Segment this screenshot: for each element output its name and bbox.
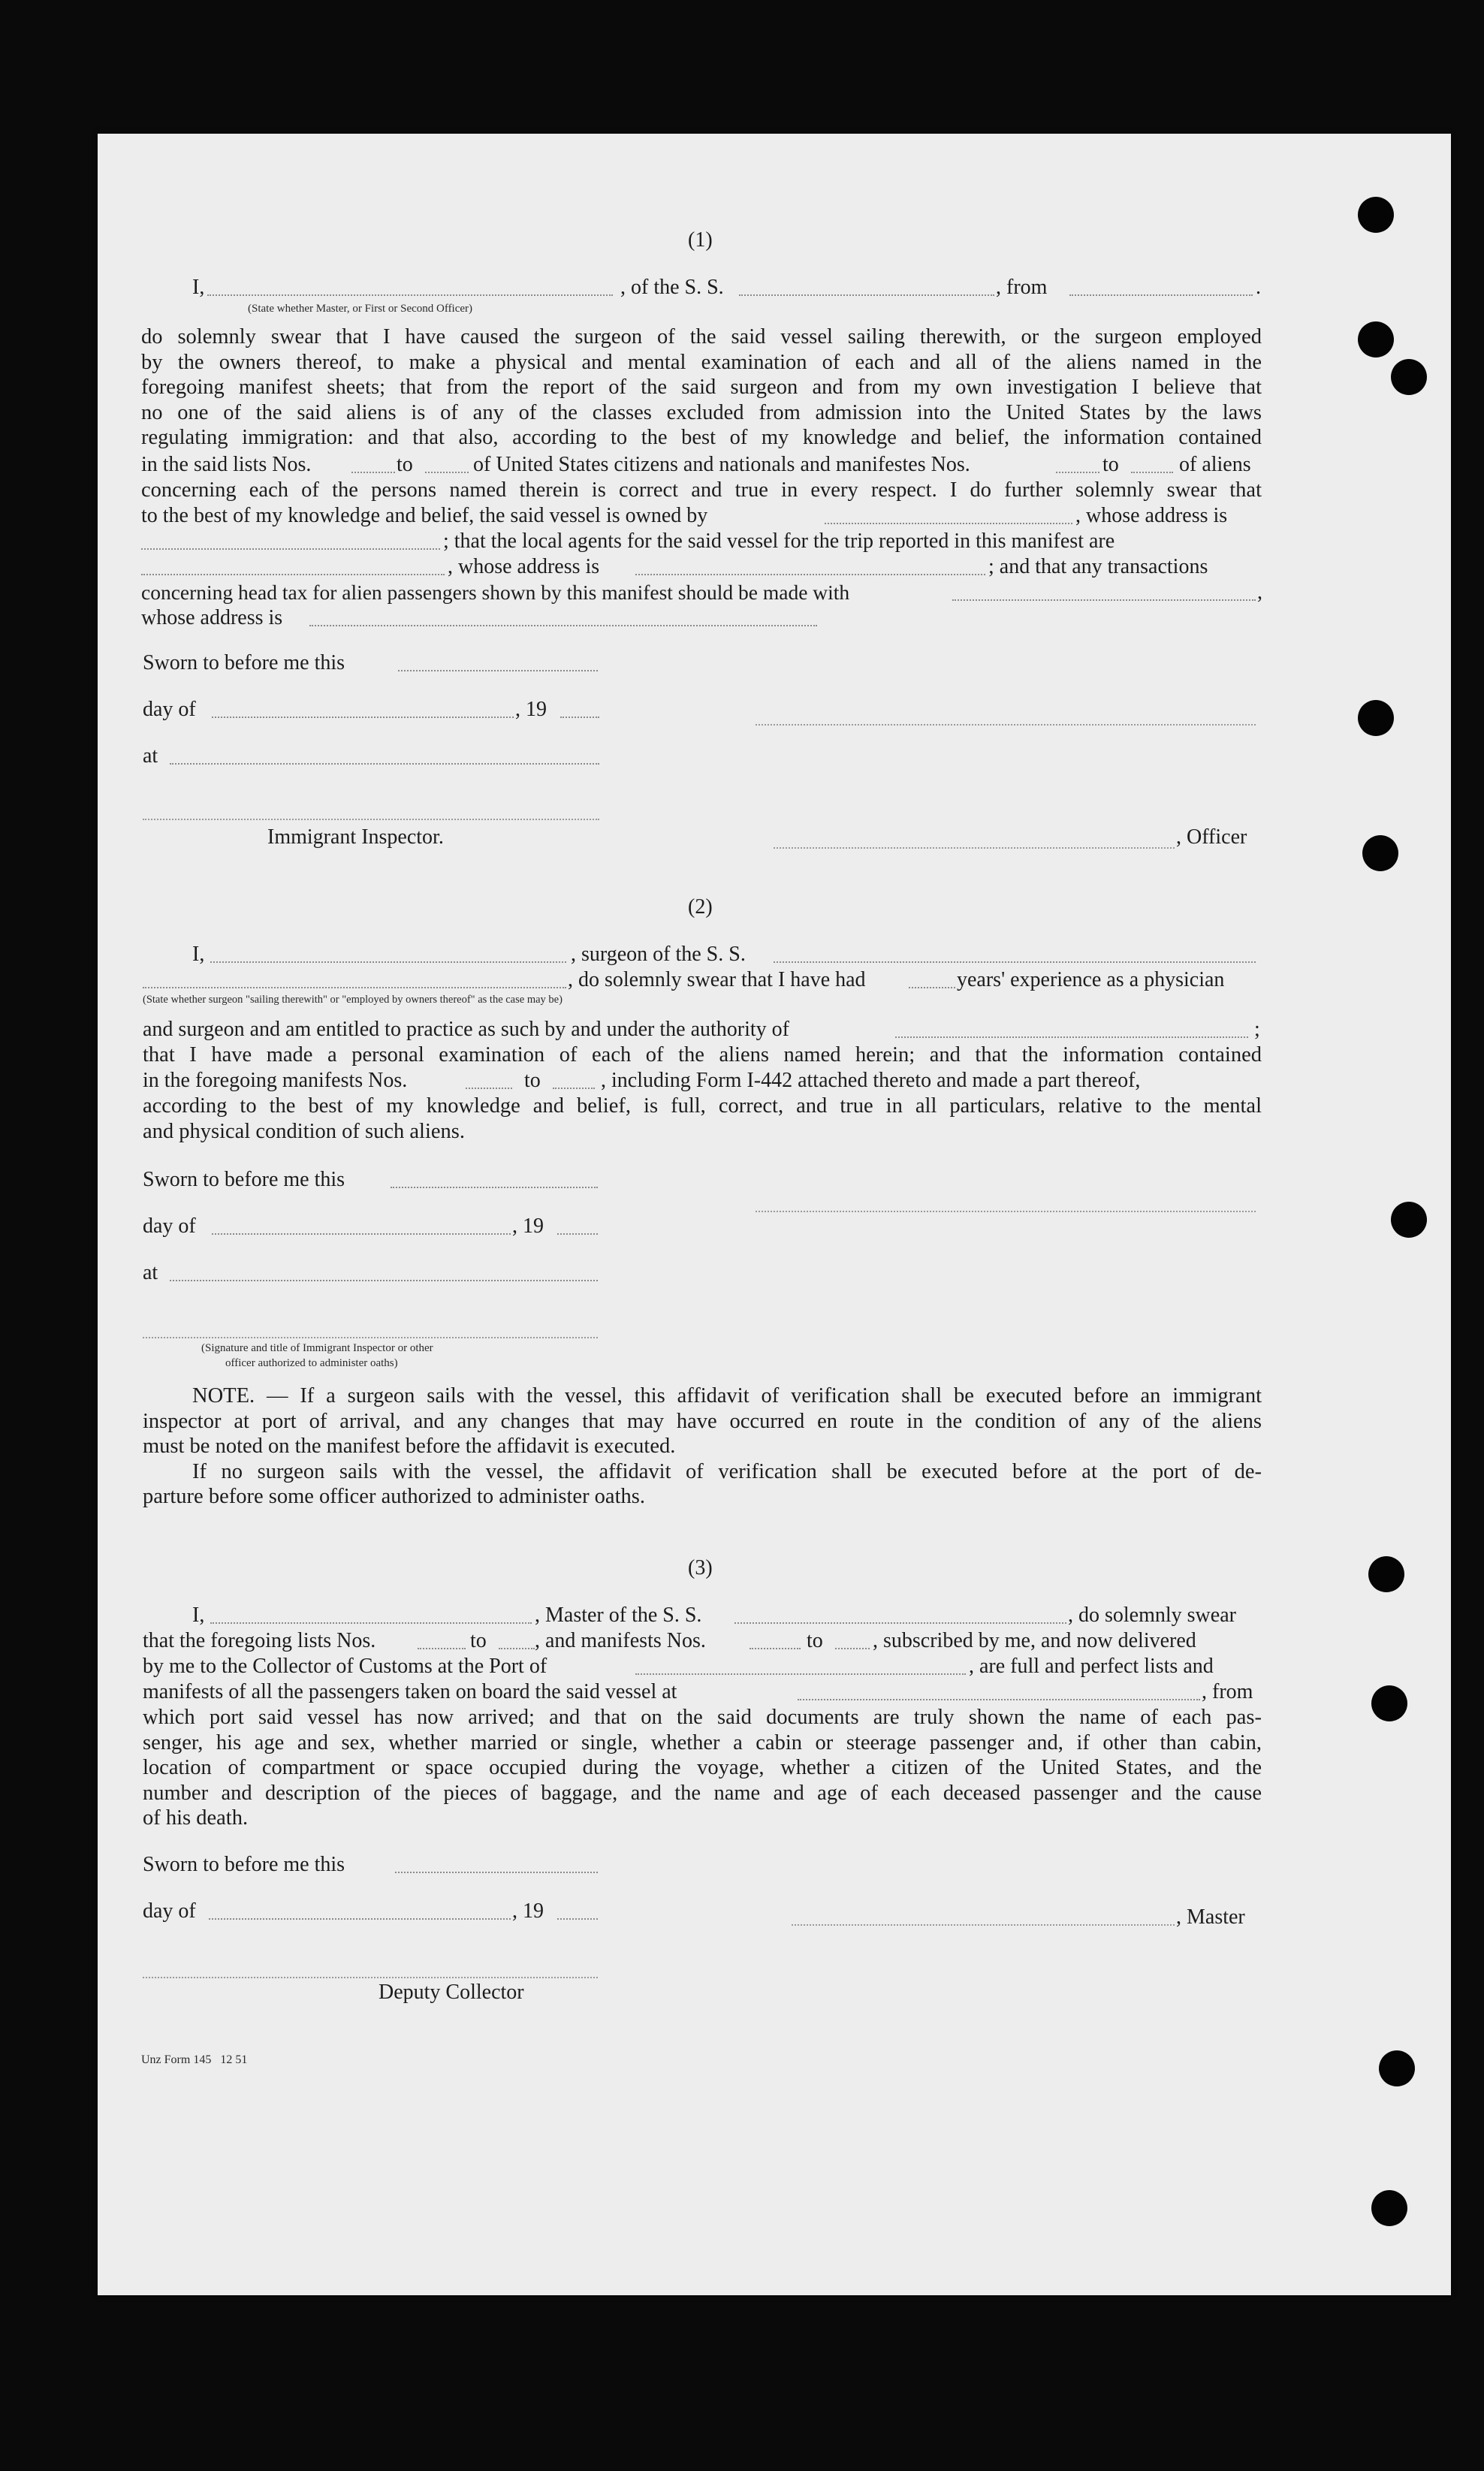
board-port-field[interactable] bbox=[798, 1699, 1200, 1700]
foregoing-lists-label: that the foregoing lists Nos. bbox=[143, 1629, 376, 1652]
and-manifests-label: , and manifests Nos. bbox=[535, 1629, 706, 1652]
body-line: number and description of the pieces of baggage, and the name and age of each deceased passenger and the cause bbox=[143, 1781, 1262, 1805]
agents-field[interactable] bbox=[141, 574, 445, 575]
signature-note-1: (Signature and title of Immigrant Inspector or other bbox=[201, 1342, 433, 1354]
surgeon-signature-line[interactable] bbox=[756, 1211, 1256, 1212]
subscribed-label: , subscribed by me, and now delivered bbox=[873, 1629, 1196, 1652]
to-label: to bbox=[1102, 453, 1119, 476]
body-line: and physical condition of such aliens. bbox=[143, 1119, 465, 1143]
binder-hole bbox=[1391, 1202, 1427, 1238]
head-tax-address-field[interactable] bbox=[309, 625, 817, 626]
lists-from-field[interactable] bbox=[418, 1648, 466, 1649]
head-tax-label: concerning head tax for alien passengers shown by this manifest should be made with bbox=[141, 581, 850, 604]
sworn-place-field[interactable] bbox=[170, 1280, 598, 1281]
lists-nos-label: in the said lists Nos. bbox=[141, 453, 312, 476]
whose-address-label: , whose address is bbox=[1075, 504, 1228, 527]
whose-address-label: whose address is bbox=[141, 606, 283, 629]
section-1-heading: (1) bbox=[688, 228, 713, 252]
vessel-name-field[interactable] bbox=[739, 294, 994, 296]
day-of-label: day of bbox=[143, 1899, 196, 1923]
sworn-label: Sworn to before me this bbox=[143, 1853, 345, 1876]
master-vessel-field[interactable] bbox=[734, 1622, 1066, 1624]
binder-hole bbox=[1358, 700, 1394, 736]
officer-name-field[interactable] bbox=[207, 294, 613, 296]
authority-field[interactable] bbox=[895, 1036, 1248, 1038]
master-label: , Master bbox=[1176, 1905, 1245, 1929]
lists-to-field[interactable] bbox=[425, 472, 469, 473]
manifests-nos-label: in the foregoing manifests Nos. bbox=[143, 1069, 408, 1092]
binder-hole bbox=[1371, 2190, 1407, 2226]
deputy-signature-line[interactable] bbox=[143, 1977, 598, 1978]
year-label: , 19 bbox=[512, 1899, 544, 1923]
to-label: to bbox=[807, 1629, 823, 1652]
year-label: , 19 bbox=[512, 1214, 544, 1238]
surgeon-vessel-field[interactable] bbox=[774, 961, 1256, 963]
body-line: no one of the said aliens is of any of the classes excluded from admission into the United States by the laws bbox=[141, 400, 1262, 424]
body-line: by the owners thereof, to make a physical and mental examination of each and all of the aliens named in the bbox=[141, 350, 1262, 374]
master-signature-line[interactable] bbox=[792, 1924, 1175, 1926]
binder-hole bbox=[1368, 1556, 1404, 1592]
collector-port-label: by me to the Collector of Customs at the Port of bbox=[143, 1655, 547, 1678]
manifests-from-field[interactable] bbox=[750, 1648, 801, 1649]
swear-experience-label: , do solemnly swear that I have had bbox=[568, 968, 866, 991]
binder-hole bbox=[1391, 359, 1427, 395]
section-3-heading: (3) bbox=[688, 1556, 713, 1579]
sworn-label: Sworn to before me this bbox=[143, 651, 345, 674]
sworn-day-field[interactable] bbox=[395, 1872, 598, 1873]
section-2-body bbox=[143, 1042, 1262, 1068]
body-line: of his death. bbox=[143, 1806, 249, 1830]
lists-to-field[interactable] bbox=[499, 1648, 535, 1649]
to-label: to bbox=[524, 1069, 541, 1092]
agents-address-label: , whose address is bbox=[448, 555, 600, 578]
sworn-month-field[interactable] bbox=[212, 717, 514, 718]
signature-note-2: officer authorized to administer oaths) bbox=[225, 1357, 398, 1369]
from-label: , from bbox=[1202, 1680, 1253, 1703]
body-line: concerning each of the persons named therein is correct and true in every respect. I do further solemnly swear that bbox=[141, 478, 1262, 502]
of-ss-label: , of the S. S. bbox=[620, 276, 724, 299]
manifests-from-field[interactable] bbox=[1056, 472, 1099, 473]
from-label: , from bbox=[996, 276, 1048, 299]
manifests-from-field[interactable] bbox=[466, 1088, 512, 1089]
note-line: NOTE. — If a surgeon sails with the vessel, this affidavit of verification shall be executed before an immigrant bbox=[192, 1384, 1262, 1407]
sworn-month-field[interactable] bbox=[209, 1918, 511, 1920]
body-line: that I have made a personal examination of each of the aliens named herein; and that the information contained bbox=[143, 1043, 1262, 1067]
owned-by-label: to the best of my knowledge and belief, the said vessel is owned by bbox=[141, 504, 708, 527]
sworn-label: Sworn to before me this bbox=[143, 1168, 345, 1191]
taken-on-board-label: manifests of all the passengers taken on board the said vessel at bbox=[143, 1680, 677, 1703]
binder-hole bbox=[1379, 2050, 1415, 2086]
body-line: which port said vessel has now arrived; and that on the said documents are truly shown the name of each pas- bbox=[143, 1706, 1262, 1729]
year-label: , 19 bbox=[515, 698, 547, 721]
manifests-to-field[interactable] bbox=[553, 1088, 595, 1089]
owner-field[interactable] bbox=[825, 523, 1072, 524]
manifests-to-field[interactable] bbox=[1131, 472, 1173, 473]
note-line: parture before some officer authorized to administer oaths. bbox=[143, 1485, 645, 1509]
do-solemnly-swear-label: , do solemnly swear bbox=[1068, 1604, 1236, 1627]
port-field[interactable] bbox=[635, 1673, 966, 1675]
body-line: according to the best of my knowledge and belief, is full, correct, and true in all particulars, relative to the mental bbox=[143, 1094, 1262, 1118]
master-name-field[interactable] bbox=[210, 1622, 532, 1624]
binder-hole bbox=[1362, 835, 1398, 871]
years-field[interactable] bbox=[909, 987, 955, 988]
of-aliens-label: of aliens bbox=[1179, 453, 1251, 476]
inspector-signature-line[interactable] bbox=[143, 1337, 598, 1338]
sworn-month-field[interactable] bbox=[212, 1233, 511, 1235]
head-tax-field[interactable] bbox=[952, 599, 1256, 601]
body-line: do solemnly swear that I have caused the surgeon of the said vessel sailing therewith, or the surgeon employed bbox=[141, 325, 1262, 348]
semicolon: ; bbox=[1254, 1018, 1260, 1041]
body-line: location of compartment or space occupied during the voyage, whether a citizen of the United States, and the bbox=[143, 1756, 1262, 1780]
note-paragraph bbox=[143, 1383, 1262, 1510]
officer-title-line[interactable] bbox=[774, 847, 1175, 849]
form-i442-label: , including Form I-442 attached thereto and made a part thereof, bbox=[601, 1069, 1141, 1092]
day-of-label: day of bbox=[143, 1214, 196, 1238]
note-line: must be noted on the manifest before the affidavit is executed. bbox=[143, 1435, 676, 1459]
lists-from-field[interactable] bbox=[351, 472, 395, 473]
from-port-field[interactable] bbox=[1069, 294, 1253, 296]
sworn-year-field[interactable] bbox=[557, 1233, 598, 1235]
authority-label: and surgeon and am entitled to practice as such by and under the authority of bbox=[143, 1018, 789, 1041]
to-label: to bbox=[397, 453, 413, 476]
officer-label: , Officer bbox=[1176, 825, 1247, 849]
citizens-label: of United States citizens and nationals and manifestes Nos. bbox=[473, 453, 970, 476]
body-line: senger, his age and sex, whether married or single, whether a cabin or steerage passenger and, if other than cabin, bbox=[143, 1730, 1262, 1754]
binder-hole bbox=[1358, 321, 1394, 358]
owner-address-field[interactable] bbox=[141, 548, 440, 550]
body-line: foregoing manifest sheets; that from the report of the said surgeon and from my own investigation I believe that bbox=[141, 376, 1262, 400]
surgeon-name-field[interactable] bbox=[210, 961, 566, 963]
agents-address-field[interactable] bbox=[635, 574, 985, 575]
officer-signature-line[interactable] bbox=[756, 724, 1256, 726]
sworn-place-field[interactable] bbox=[170, 763, 599, 765]
surgeon-note: (State whether surgeon "sailing therewith" or "employed by owners thereof" as the case may be) bbox=[143, 994, 563, 1006]
immigrant-inspector-label: Immigrant Inspector. bbox=[267, 825, 444, 849]
sworn-day-field[interactable] bbox=[391, 1187, 598, 1188]
section-3-body bbox=[143, 1705, 1262, 1831]
oath-i-label: I, bbox=[192, 943, 205, 966]
local-agents-label: ; that the local agents for the said vessel for the trip reported in this manifest are bbox=[443, 530, 1115, 553]
section-1-body bbox=[141, 324, 1262, 451]
section-2-body-cont bbox=[143, 1094, 1262, 1144]
comma: , bbox=[1257, 581, 1262, 604]
at-label: at bbox=[143, 744, 158, 768]
day-of-label: day of bbox=[143, 698, 196, 721]
surgeon-of-ss-label: , surgeon of the S. S. bbox=[571, 943, 746, 966]
line-end-period: . bbox=[1256, 276, 1261, 299]
oath-i-label: I, bbox=[192, 276, 205, 299]
note-line: inspector at port of arrival, and any changes that may have occurred en route in the condition of any of the aliens bbox=[143, 1409, 1262, 1433]
master-of-ss-label: , Master of the S. S. bbox=[535, 1604, 702, 1627]
inspector-signature-line[interactable] bbox=[143, 819, 599, 820]
sworn-day-field[interactable] bbox=[398, 670, 598, 671]
transactions-label: ; and that any transactions bbox=[988, 555, 1208, 578]
sworn-year-field[interactable] bbox=[557, 1918, 598, 1920]
manifests-to-field[interactable] bbox=[835, 1648, 870, 1649]
body-line: regulating immigration: and that also, according to the best of my knowledge and belief, the information contained bbox=[141, 426, 1262, 450]
note-line: If no surgeon sails with the vessel, the affidavit of verification shall be executed before at the port of de- bbox=[192, 1459, 1262, 1483]
binder-hole bbox=[1371, 1685, 1407, 1721]
to-label: to bbox=[470, 1629, 487, 1652]
section-1-body-cont bbox=[141, 478, 1262, 503]
years-experience-label: years' experience as a physician bbox=[957, 968, 1225, 991]
deputy-collector-label: Deputy Collector bbox=[379, 1981, 524, 2004]
form-number: Unz Form 145 12 51 bbox=[141, 2053, 248, 2066]
sworn-year-field[interactable] bbox=[560, 717, 599, 718]
officer-note: (State whether Master, or First or Second Officer) bbox=[248, 303, 473, 315]
oath-i-label: I, bbox=[192, 1604, 205, 1627]
at-label: at bbox=[143, 1261, 158, 1284]
binder-hole bbox=[1358, 197, 1394, 233]
section-2-heading: (2) bbox=[688, 895, 713, 919]
full-perfect-label: , are full and perfect lists and bbox=[969, 1655, 1214, 1678]
surgeon-status-field[interactable] bbox=[143, 987, 566, 988]
